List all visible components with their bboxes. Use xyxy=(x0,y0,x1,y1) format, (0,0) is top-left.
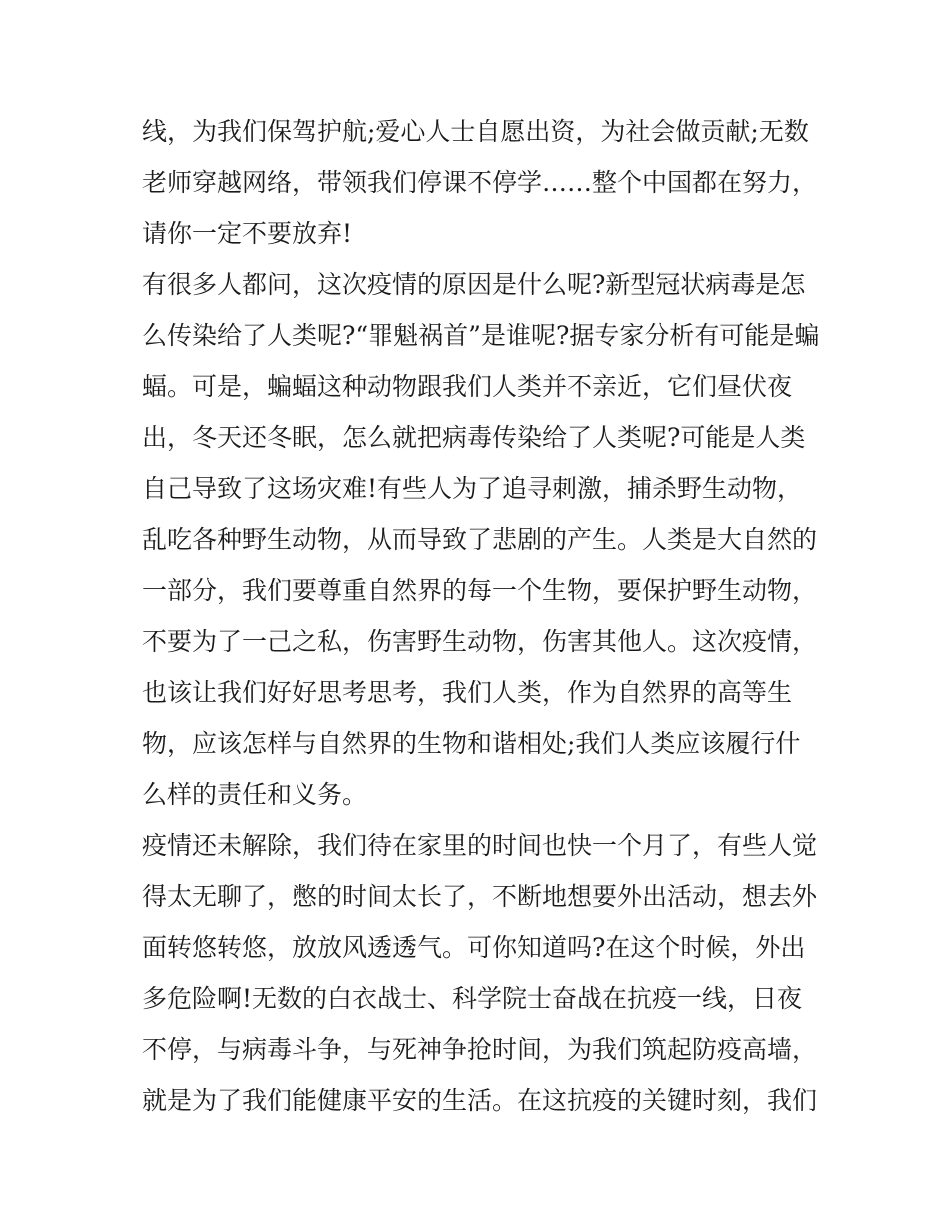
text-line: 乱吃各种野生动物，从而导致了悲剧的产生。人类是大自然的 xyxy=(142,525,818,554)
text-line: 自己导致了这场灾难!有些人为了追寻刺激，捕杀野生动物， xyxy=(142,474,803,503)
text-line: 也该让我们好好思考思考，我们人类，作为自然界的高等生 xyxy=(142,678,793,707)
text-line: 多危险啊!无数的白衣战士、科学院士奋战在抗疫一线，日夜 xyxy=(142,984,803,1013)
text-line: 得太无聊了，憋的时间太长了，不断地想要外出活动，想去外 xyxy=(142,882,818,911)
text-line: 么样的责任和义务。 xyxy=(142,780,368,809)
text-line: 不要为了一己之私，伤害野生动物，伤害其他人。这次疫情， xyxy=(142,627,818,656)
text-line: 不停，与病毒斗争，与死神争抢时间，为我们筑起防疫高墙， xyxy=(142,1035,818,1064)
text-line: 物，应该怎样与自然界的生物和谐相处;我们人类应该履行什 xyxy=(142,729,801,758)
text-line: 一部分，我们要尊重自然界的每一个生物，要保护野生动物， xyxy=(142,576,818,605)
text-line: 么传染给了人类呢?“罪魁祸首”是谁呢?据专家分析有可能是蝙 xyxy=(142,321,820,350)
body-text xyxy=(142,106,822,1126)
text-line: 疫情还未解除，我们待在家里的时间也快一个月了，有些人觉 xyxy=(142,831,818,860)
text-line: 线，为我们保驾护航;爱心人士自愿出资，为社会做贡献;无数 xyxy=(142,117,809,146)
text-line: 老师穿越网络，带领我们停课不停学……整个中国都在努力， xyxy=(142,168,818,197)
text-line: 蝠。可是，蝙蝠这种动物跟我们人类并不亲近，它们昼伏夜 xyxy=(142,372,793,401)
text-line: 出，冬天还冬眠，怎么就把病毒传染给了人类呢?可能是人类 xyxy=(142,423,806,452)
text-line: 就是为了我们能健康平安的生活。在这抗疫的关键时刻，我们 xyxy=(142,1086,818,1115)
text-line: 有很多人都问，这次疫情的原因是什么呢?新型冠状病毒是怎 xyxy=(142,270,806,299)
text-line: 面转悠转悠，放放风透透气。可你知道吗?在这个时候，外出 xyxy=(142,933,806,962)
text-line: 请你一定不要放弃! xyxy=(142,219,353,248)
